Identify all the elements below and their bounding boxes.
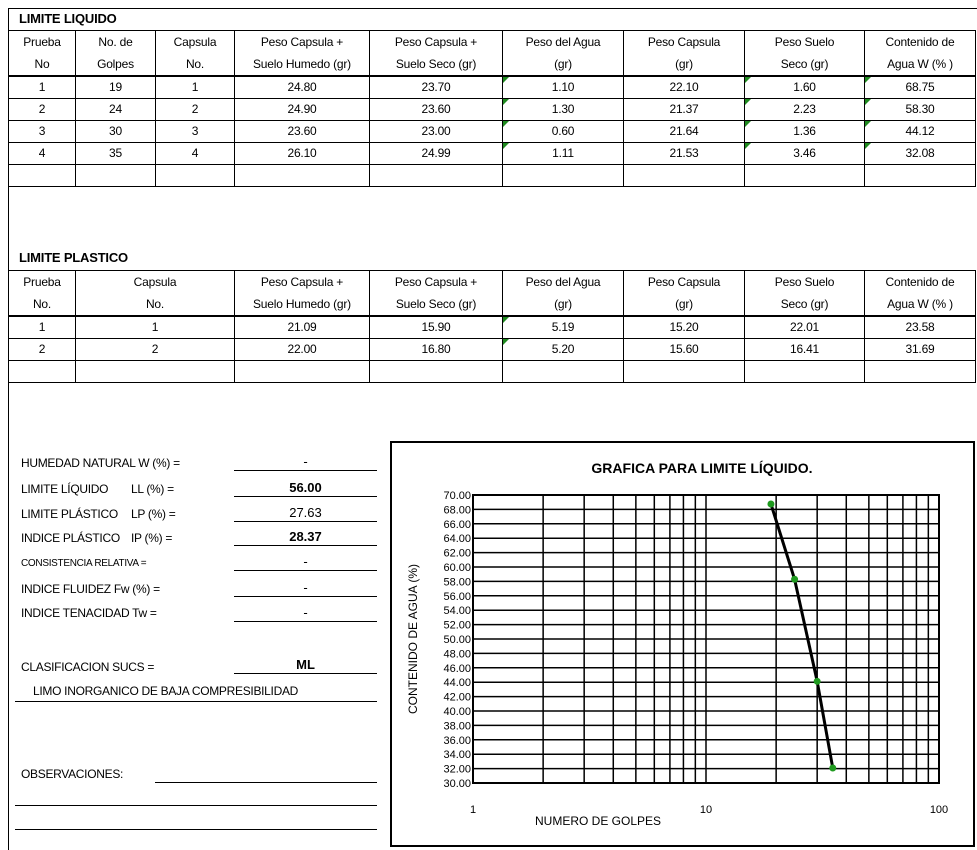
lp-header-row: [9, 271, 976, 294]
ll-table-cell: 24.99: [370, 143, 503, 165]
ll-table-cell: [76, 165, 156, 187]
lp-header-cell: Capsula: [76, 271, 235, 294]
ll-table-cell: 35: [76, 143, 156, 165]
ll-table-cell: 3: [156, 121, 235, 143]
lp-table-cell: [503, 361, 624, 383]
ll-table-cell: 21.53: [624, 143, 745, 165]
chart-y-tick-label: 46.00: [443, 662, 471, 675]
ll-header-cell: Peso Suelo: [745, 31, 865, 54]
lp-header-cell: Suelo Seco (gr): [370, 293, 503, 316]
lp-header-cell: (gr): [624, 293, 745, 316]
ll-symbol: LL (%) =: [131, 482, 174, 496]
lp-table-cell: [235, 361, 370, 383]
lp-symbol: LP (%) =: [131, 507, 176, 521]
ll-header-cell: Golpes: [76, 53, 156, 76]
chart-y-tick-label: 30.00: [443, 778, 471, 790]
ll-table-cell: 58.30: [865, 99, 976, 121]
lp-table-cell: 1: [76, 316, 235, 339]
lp-table-cell: 1: [9, 316, 76, 339]
lp-table-cell: [76, 361, 235, 383]
ll-section-title: LIMITE LIQUIDO: [19, 11, 117, 26]
lp-table-cell: 15.20: [624, 316, 745, 339]
lp-table-cell: [9, 361, 76, 383]
ll-table-cell: 3.46: [745, 143, 865, 165]
ll-header-cell: No.: [156, 53, 235, 76]
chart-y-tick-label: 64.00: [443, 533, 471, 546]
ll-table-cell: 1.60: [745, 76, 865, 99]
ll-table-cell: 4: [156, 143, 235, 165]
ll-table-cell: 22.10: [624, 76, 745, 99]
lp-header-cell: Seco (gr): [745, 293, 865, 316]
humedad-value: -: [234, 453, 377, 471]
chart-y-tick-label: 50.00: [443, 634, 471, 646]
lp-table-cell: 2: [76, 339, 235, 361]
lp-table-cell: 2: [9, 339, 76, 361]
tw-label: INDICE TENACIDAD Tw =: [21, 606, 157, 620]
chart-y-tick-label: 36.00: [443, 734, 471, 747]
ll-header-cell: (gr): [503, 53, 624, 76]
ll-header-cell: Contenido de: [865, 31, 976, 54]
ll-table-cell: [745, 165, 865, 187]
lp-header-cell: Peso Capsula: [624, 271, 745, 294]
ll-table-cell: 26.10: [235, 143, 370, 165]
chart-y-tick-label: 48.00: [443, 648, 471, 661]
lp-value: 27.63: [234, 504, 377, 522]
ll-table-cell: 3: [9, 121, 76, 143]
ip-value: 28.37: [234, 528, 377, 546]
lp-header-cell: Agua W (% ): [865, 293, 976, 316]
ll-label: LIMITE LÍQUIDO: [21, 482, 109, 496]
chart-title: GRAFICA PARA LIMITE LÍQUIDO.: [591, 460, 813, 476]
ll-table-cell: 23.00: [370, 121, 503, 143]
ll-header-cell: Capsula: [156, 31, 235, 54]
ll-table-cell: 23.60: [235, 121, 370, 143]
lp-table-cell: 5.19: [503, 316, 624, 339]
observaciones-line-2: [15, 805, 377, 806]
lp-table-cell: [624, 361, 745, 383]
humedad-label: HUMEDAD NATURAL W (%) =: [21, 456, 180, 470]
lp-header-cell: No.: [9, 293, 76, 316]
ll-table-cell: [865, 165, 976, 187]
chart-y-tick-label: 44.00: [443, 677, 471, 690]
plastic-limit-table: [8, 270, 976, 383]
tw-value: -: [234, 604, 377, 622]
lp-table-cell: [370, 361, 503, 383]
lp-table-cell: 22.00: [235, 339, 370, 361]
ll-table-cell: [235, 165, 370, 187]
chart-data-point: [829, 765, 836, 772]
chart-y-tick-label: 58.00: [443, 576, 471, 589]
chart-y-tick-label: 52.00: [443, 619, 471, 632]
ll-table-cell: 32.08: [865, 143, 976, 165]
ll-header-cell: Suelo Seco (gr): [370, 53, 503, 76]
ll-header-cell: No. de: [76, 31, 156, 54]
ll-header-cell: Suelo Humedo (gr): [235, 53, 370, 76]
ll-table-cell: 24: [76, 99, 156, 121]
liquid-limit-chart: [390, 441, 975, 847]
lp-table-cell: 22.01: [745, 316, 865, 339]
ll-table-cell: 24.80: [235, 76, 370, 99]
ll-table-cell: 23.70: [370, 76, 503, 99]
ll-table-cell: 2: [9, 99, 76, 121]
ll-table-cell: 1.10: [503, 76, 624, 99]
ll-table-cell: 2.23: [745, 99, 865, 121]
chart-y-tick-label: 66.00: [443, 518, 471, 531]
chart-y-tick-label: 34.00: [443, 749, 471, 762]
ll-table-cell: 4: [9, 143, 76, 165]
ll-header-cell: Peso del Agua: [503, 31, 624, 54]
chart-y-tick-label: 38.00: [443, 720, 471, 733]
lp-header-cell: Peso Capsula +: [235, 271, 370, 294]
chart-y-tick-label: 42.00: [443, 691, 471, 704]
lp-header-cell: Peso del Agua: [503, 271, 624, 294]
ll-table-cell: 1.30: [503, 99, 624, 121]
observaciones-line-3: [15, 829, 377, 830]
chart-y-tick-label: 68.00: [443, 504, 471, 517]
ll-table-cell: [503, 165, 624, 187]
ll-header-row: [9, 53, 976, 76]
lp-table-cell: 15.90: [370, 316, 503, 339]
lp-table-row: [9, 316, 976, 339]
ll-header-cell: Agua W (% ): [865, 53, 976, 76]
ll-table-row: [9, 121, 976, 143]
lp-header-cell: Suelo Humedo (gr): [235, 293, 370, 316]
ll-table-cell: [624, 165, 745, 187]
ll-table-cell: 0.60: [503, 121, 624, 143]
lp-table-cell: 31.69: [865, 339, 976, 361]
lp-table-cell: 15.60: [624, 339, 745, 361]
fw-value: -: [234, 579, 377, 597]
lp-table-cell: 21.09: [235, 316, 370, 339]
chart-y-tick-label: 70.00: [443, 490, 471, 502]
chart-data-point: [791, 576, 798, 583]
ll-header-cell: (gr): [624, 53, 745, 76]
chart-data-point: [814, 678, 821, 685]
lp-section-title: LIMITE PLASTICO: [19, 250, 128, 265]
lp-header-cell: Contenido de: [865, 271, 976, 294]
ip-label: INDICE PLÁSTICO: [21, 531, 120, 545]
sucs-value: ML: [234, 656, 377, 674]
chart-x-tick-label: 100: [929, 804, 949, 816]
chart-x-tick-label: 1: [469, 804, 477, 816]
sucs-label: CLASIFICACION SUCS =: [21, 660, 155, 674]
lp-table-cell: 16.80: [370, 339, 503, 361]
lp-header-cell: (gr): [503, 293, 624, 316]
chart-y-tick-label: 56.00: [443, 590, 471, 603]
chart-y-tick-label: 40.00: [443, 706, 471, 718]
cr-label: CONSISTENCIA RELATIVA =: [21, 558, 147, 569]
chart-series-line: [771, 504, 833, 768]
observaciones-label: OBSERVACIONES:: [21, 767, 124, 781]
lp-label: LIMITE PLÁSTICO: [21, 507, 118, 521]
cr-value: -: [234, 553, 377, 571]
ll-header-cell: Peso Capsula +: [235, 31, 370, 54]
lp-table-row: [9, 339, 976, 361]
ll-header-cell: No: [9, 53, 76, 76]
chart-x-tick-label: 10: [699, 804, 713, 816]
ll-table-cell: [9, 165, 76, 187]
chart-y-axis-label: CONTENIDO DE AGUA (%): [406, 563, 420, 715]
ll-header-cell: Peso Capsula +: [370, 31, 503, 54]
ll-table-cell: 21.37: [624, 99, 745, 121]
lp-table-cell: 5.20: [503, 339, 624, 361]
ll-header-row: [9, 31, 976, 54]
lp-header-row: [9, 293, 976, 316]
lp-table-cell: 23.58: [865, 316, 976, 339]
lp-header-cell: Peso Capsula +: [370, 271, 503, 294]
ll-table-cell: 1: [156, 76, 235, 99]
ll-table-row: [9, 165, 976, 187]
lp-header-cell: Peso Suelo: [745, 271, 865, 294]
ll-table-cell: [370, 165, 503, 187]
ll-table-cell: 21.64: [624, 121, 745, 143]
liquid-limit-table: [8, 30, 976, 187]
chart-y-tick-label: 62.00: [443, 547, 471, 560]
ll-header-cell: Peso Capsula: [624, 31, 745, 54]
ll-table-cell: 1.11: [503, 143, 624, 165]
sucs-description: LIMO INORGANICO DE BAJA COMPRESIBILIDAD: [33, 684, 299, 698]
ll-table-cell: 30: [76, 121, 156, 143]
chart-x-axis-label: NUMERO DE GOLPES: [534, 814, 662, 828]
lp-table-cell: 16.41: [745, 339, 865, 361]
chart-y-tick-label: 60.00: [443, 562, 471, 574]
ll-table-row: [9, 99, 976, 121]
ip-symbol: IP (%) =: [131, 531, 173, 545]
chart-y-tick-label: 54.00: [443, 605, 471, 618]
fw-label: INDICE FLUIDEZ Fw (%) =: [21, 582, 160, 596]
observaciones-line-1: [155, 782, 377, 783]
lp-table-row: [9, 361, 976, 383]
lp-table-cell: [865, 361, 976, 383]
lp-header-cell: No.: [76, 293, 235, 316]
chart-svg: [392, 443, 973, 845]
ll-table-cell: 23.60: [370, 99, 503, 121]
sucs-underline: [15, 701, 377, 702]
ll-table-cell: 24.90: [235, 99, 370, 121]
ll-table-cell: 68.75: [865, 76, 976, 99]
ll-table-cell: 1: [9, 76, 76, 99]
ll-header-cell: Prueba: [9, 31, 76, 54]
lp-table-cell: [745, 361, 865, 383]
ll-table-cell: 1.36: [745, 121, 865, 143]
ll-value: 56.00: [234, 479, 377, 497]
ll-table-cell: [156, 165, 235, 187]
ll-table-row: [9, 143, 976, 165]
ll-table-row: [9, 76, 976, 99]
lp-header-cell: Prueba: [9, 271, 76, 294]
ll-table-cell: 44.12: [865, 121, 976, 143]
ll-header-cell: Seco (gr): [745, 53, 865, 76]
ll-table-cell: 2: [156, 99, 235, 121]
ll-table-cell: 19: [76, 76, 156, 99]
chart-data-point: [767, 501, 774, 508]
chart-y-tick-label: 32.00: [443, 763, 471, 776]
